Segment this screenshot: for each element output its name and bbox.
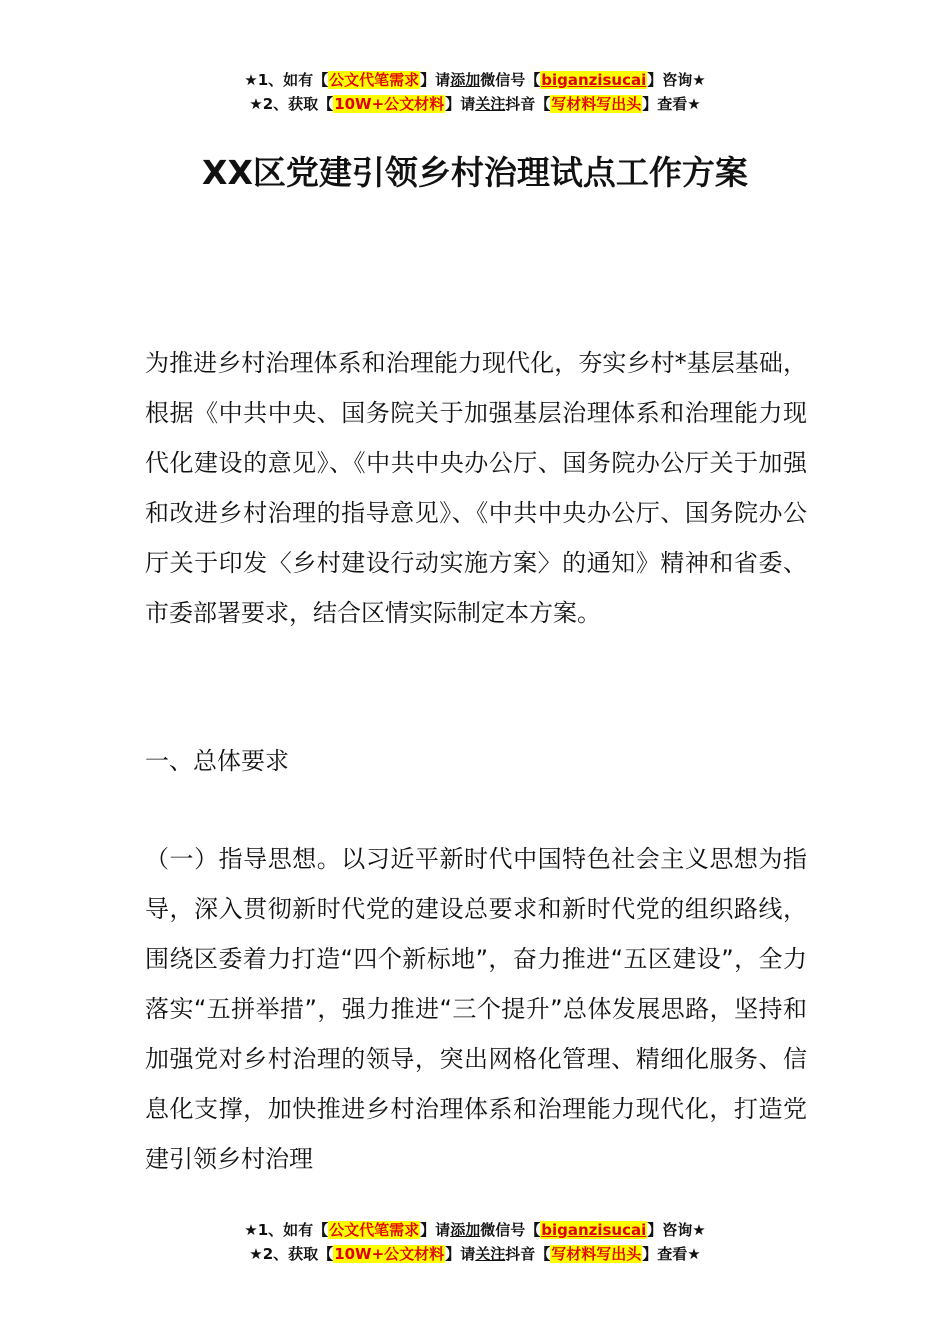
guiding-ideology-paragraph: （一）指导思想。以习近平新时代中国特色社会主义思想为指导，深入贯彻新时代党的建设总要求和新时代党的组织路线，围绕区委着力打造“四个新标地”，奋力推进“五区建设”，全力落实“五拼举措”，强力推进“三个提升”总体发展思路，坚持和加强党对乡村治理的领导，突出网格化管理、精细化服务、信息化支撑，加快推进乡村治理体系和治理能力现代化，打造党建引领乡村治理	[145, 845, 807, 1173]
highlight-materials: 10W+公文材料	[334, 95, 445, 113]
banner-text: 抖音【	[505, 1245, 551, 1263]
banner-text: 】请	[445, 1245, 476, 1263]
banner-text: 】请	[445, 95, 476, 113]
header-banner	[0, 68, 950, 116]
banner-underlined: 添加	[450, 71, 481, 89]
banner-text: 】查看★	[642, 95, 701, 113]
banner-text: ★2、获取【	[249, 95, 334, 113]
banner-underlined: 关注	[475, 1245, 506, 1263]
highlight-service: 公文代笔需求	[329, 71, 420, 89]
wechat-id-link[interactable]: biganzisucai	[541, 71, 647, 89]
banner-text: ★2、获取【	[249, 1245, 334, 1263]
banner-line-1	[0, 1218, 950, 1242]
document-title: XX区党建引领乡村治理试点工作方案	[202, 153, 748, 192]
highlight-materials: 10W+公文材料	[334, 1245, 445, 1263]
banner-underlined: 关注	[475, 95, 506, 113]
banner-text: ★1、如有【	[244, 1221, 329, 1239]
banner-text: ★1、如有【	[244, 71, 329, 89]
banner-text: 】咨询★	[647, 71, 706, 89]
wechat-id-link[interactable]: biganzisucai	[541, 1221, 647, 1239]
banner-text: 微信号【	[480, 1221, 541, 1239]
section-heading: 一、总体要求	[145, 747, 289, 775]
banner-text: 抖音【	[505, 95, 551, 113]
douyin-account: 写材料写出头	[551, 95, 642, 113]
banner-text: 微信号【	[480, 71, 541, 89]
highlight-service: 公文代笔需求	[329, 1221, 420, 1239]
intro-paragraph: 为推进乡村治理体系和治理能力现代化，夯实乡村*基层基础，根据《中共中央、国务院关于加强基层治理体系和治理能力现代化建设的意见》、《中共中央办公厅、国务院办公厅关于加强和改进乡村治理的指导意见》、《中共中央办公厅、国务院办公厅关于印发〈乡村建设行动实施方案〉的通知》精神和省委、市委部署要求，结合区情实际制定本方案。	[145, 349, 807, 627]
banner-text: 】查看★	[642, 1245, 701, 1263]
banner-text: 】请	[420, 1221, 451, 1239]
banner-line-1	[0, 68, 950, 92]
banner-line-2	[0, 92, 950, 116]
banner-text: 】请	[420, 71, 451, 89]
banner-text: 】咨询★	[647, 1221, 706, 1239]
footer-banner	[0, 1218, 950, 1266]
banner-line-2	[0, 1242, 950, 1266]
douyin-account: 写材料写出头	[551, 1245, 642, 1263]
banner-underlined: 添加	[450, 1221, 481, 1239]
